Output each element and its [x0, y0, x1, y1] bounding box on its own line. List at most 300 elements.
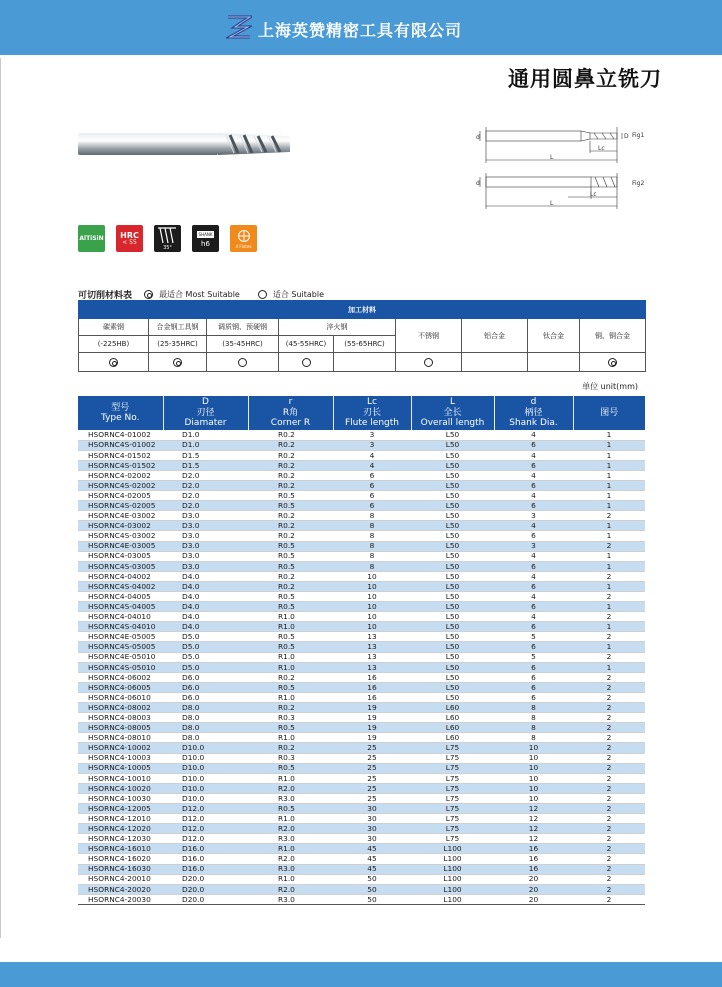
table-cell: HSORNC4-16010 [78, 844, 163, 854]
table-cell: 16 [333, 672, 411, 682]
spec-header-line: R角 [282, 407, 299, 418]
table-cell: 8 [333, 551, 411, 561]
spec-header-line: D [202, 397, 209, 408]
table-cell: D12.0 [163, 834, 248, 844]
spec-header-line: Corner R [270, 418, 311, 429]
table-cell: D1.5 [163, 460, 248, 470]
spec-header-line: Diamater [184, 418, 227, 429]
table-cell: D5.0 [163, 642, 248, 652]
table-cell: 16 [494, 854, 573, 864]
fig2-d-label: d [476, 180, 480, 187]
table-cell: R1.0 [248, 844, 333, 854]
table-cell: 2 [573, 511, 645, 521]
carbon-steel-range: (-225HB) [79, 336, 149, 353]
feature-badges [78, 225, 257, 252]
table-cell: 6 [494, 642, 573, 652]
table-cell: R2.0 [248, 783, 333, 793]
table-cell: 4 [333, 460, 411, 470]
table-cell: L50 [411, 602, 494, 612]
table-cell: 10 [494, 743, 573, 753]
table-cell: 2 [573, 803, 645, 813]
table-row [78, 541, 645, 551]
table-row [78, 692, 645, 702]
table-cell: 6 [494, 622, 573, 632]
table-cell: D2.0 [163, 491, 248, 501]
table-cell: 6 [494, 692, 573, 702]
flutes-icon [237, 229, 251, 243]
table-cell: L100 [411, 894, 494, 904]
table-row [78, 561, 645, 571]
table-cell: HSORNC4S-05005 [78, 642, 163, 652]
table-cell: 1 [573, 470, 645, 480]
table-cell: D4.0 [163, 612, 248, 622]
table-cell: L100 [411, 864, 494, 874]
table-cell: HSORNC4-12005 [78, 803, 163, 813]
most-suitable-icon [144, 290, 153, 299]
spec-header-line: Flute length [345, 418, 399, 429]
table-cell: HSORNC4-10003 [78, 753, 163, 763]
fig1-lc-label: Lc [598, 145, 605, 152]
table-cell: 30 [333, 834, 411, 844]
coating-badge [78, 225, 105, 252]
table-cell: HSORNC4E-03002 [78, 511, 163, 521]
table-cell: 2 [573, 753, 645, 763]
table-row [78, 470, 645, 480]
table-cell: HSORNC4E-05005 [78, 632, 163, 642]
table-cell: R0.2 [248, 480, 333, 490]
table-cell: R0.2 [248, 672, 333, 682]
table-cell: R0.5 [248, 501, 333, 511]
fig1-label: Fig1 [632, 132, 645, 139]
most-suitable-icon [173, 358, 182, 367]
table-cell: D10.0 [163, 753, 248, 763]
table-cell: 3 [333, 430, 411, 440]
table-cell: HSORNC4-20010 [78, 874, 163, 884]
table-cell: 12 [494, 814, 573, 824]
suitable-icon [258, 290, 267, 299]
table-cell: 2 [573, 783, 645, 793]
table-cell: 25 [333, 783, 411, 793]
suitability-cell [207, 353, 279, 372]
table-row [78, 662, 645, 672]
table-cell: D10.0 [163, 773, 248, 783]
table-cell: 2 [573, 884, 645, 894]
table-row [78, 652, 645, 662]
technical-drawing [472, 123, 662, 213]
table-cell: 10 [494, 783, 573, 793]
table-cell: R2.0 [248, 854, 333, 864]
table-cell: R1.0 [248, 773, 333, 783]
table-cell: R2.0 [248, 884, 333, 894]
table-cell: 6 [494, 682, 573, 692]
table-cell: R0.2 [248, 430, 333, 440]
suitability-cell [580, 353, 646, 372]
table-row [78, 602, 645, 612]
table-cell: L50 [411, 521, 494, 531]
table-cell: R0.5 [248, 682, 333, 692]
table-cell: 2 [573, 682, 645, 692]
table-cell: D3.0 [163, 561, 248, 571]
table-cell: L50 [411, 551, 494, 561]
shank-value: h6 [201, 240, 210, 248]
table-row [78, 814, 645, 824]
table-cell: 6 [494, 531, 573, 541]
table-cell: 1 [573, 531, 645, 541]
table-cell: 2 [573, 844, 645, 854]
table-cell: HSORNC4-10020 [78, 783, 163, 793]
table-cell: R0.3 [248, 753, 333, 763]
table-cell: 30 [333, 803, 411, 813]
table-cell: D6.0 [163, 692, 248, 702]
table-row [78, 743, 645, 753]
table-row [78, 854, 645, 864]
table-cell: R0.2 [248, 521, 333, 531]
table-cell: L50 [411, 632, 494, 642]
table-cell: 4 [494, 491, 573, 501]
spec-header-line: Lc [367, 397, 377, 408]
table-cell: 2 [573, 632, 645, 642]
table-cell: 8 [494, 723, 573, 733]
table-cell: R0.2 [248, 581, 333, 591]
fig1-l-label: L [550, 154, 554, 161]
fig1-d-label: d [476, 134, 480, 141]
table-cell: R3.0 [248, 864, 333, 874]
table-row [78, 622, 645, 632]
table-cell: D2.0 [163, 470, 248, 480]
table-cell: 25 [333, 763, 411, 773]
fig2-label: Fig2 [632, 180, 645, 187]
table-cell: HSORNC4-16030 [78, 864, 163, 874]
table-cell: 6 [494, 501, 573, 511]
table-cell: 1 [573, 561, 645, 571]
table-cell: D3.0 [163, 541, 248, 551]
table-cell: 10 [494, 753, 573, 763]
table-cell: 2 [573, 571, 645, 581]
table-cell: R0.5 [248, 723, 333, 733]
table-cell: HSORNC4-20030 [78, 894, 163, 904]
table-cell: D10.0 [163, 763, 248, 773]
most-suitable-icon [608, 358, 617, 367]
aluminum-alloy: 铝合金 [462, 319, 528, 353]
table-cell: L75 [411, 743, 494, 753]
spec-header-cell [333, 396, 411, 430]
table-cell: R0.2 [248, 470, 333, 480]
table-cell: L50 [411, 541, 494, 551]
spec-header-line: d [530, 397, 537, 408]
table-cell: L50 [411, 612, 494, 622]
table-cell: 10 [333, 571, 411, 581]
table-cell: 2 [573, 793, 645, 803]
table-cell: L50 [411, 571, 494, 581]
table-cell: L50 [411, 460, 494, 470]
table-cell: L75 [411, 803, 494, 813]
table-cell: D4.0 [163, 602, 248, 612]
table-cell: D3.0 [163, 551, 248, 561]
table-cell: HSORNC4S-03002 [78, 531, 163, 541]
suitability-cell [396, 353, 462, 372]
table-cell: HSORNC4S-03005 [78, 561, 163, 571]
end-mill-photo [78, 128, 292, 160]
table-cell: L50 [411, 682, 494, 692]
table-cell: 4 [494, 551, 573, 561]
table-cell: R1.0 [248, 622, 333, 632]
table-cell: HSORNC4-02002 [78, 470, 163, 480]
table-row [78, 753, 645, 763]
table-cell: D20.0 [163, 894, 248, 904]
table-row [78, 592, 645, 602]
table-cell: 6 [494, 662, 573, 672]
prehardened-steel: 调质钢、预硬钢 [207, 319, 279, 336]
table-cell: R3.0 [248, 834, 333, 844]
table-cell: R1.0 [248, 692, 333, 702]
table-cell: R0.5 [248, 491, 333, 501]
table-row [78, 733, 645, 743]
table-cell: 13 [333, 662, 411, 672]
suitability-cell [462, 353, 528, 372]
hrc-label: HRC [120, 230, 139, 240]
table-cell: L75 [411, 814, 494, 824]
table-cell: 2 [573, 733, 645, 743]
spec-header-cell [78, 396, 163, 430]
table-cell: HSORNC4-10002 [78, 743, 163, 753]
table-cell: 6 [494, 581, 573, 591]
spec-header-line: Overall length [420, 418, 485, 429]
table-cell: 2 [573, 894, 645, 904]
table-cell: L50 [411, 692, 494, 702]
table-cell: 2 [573, 763, 645, 773]
table-row [78, 491, 645, 501]
table-cell: HSORNC4E-03005 [78, 541, 163, 551]
table-cell: 1 [573, 501, 645, 511]
table-cell: D10.0 [163, 743, 248, 753]
hardened-steel: 淬火钢 [279, 319, 396, 336]
table-cell: D8.0 [163, 733, 248, 743]
table-cell: 1 [573, 430, 645, 440]
table-cell: D6.0 [163, 682, 248, 692]
table-row [78, 874, 645, 884]
table-cell: HSORNC4-12010 [78, 814, 163, 824]
suitability-cell [279, 353, 334, 372]
table-cell: HSORNC4-12030 [78, 834, 163, 844]
table-cell: 19 [333, 713, 411, 723]
table-cell: 6 [494, 561, 573, 571]
table-cell: 3 [494, 511, 573, 521]
table-cell: D2.0 [163, 501, 248, 511]
table-cell: HSORNC4-12020 [78, 824, 163, 834]
table-cell: L60 [411, 733, 494, 743]
table-cell: 1 [573, 450, 645, 460]
table-cell: R0.2 [248, 440, 333, 450]
table-cell: 1 [573, 581, 645, 591]
suitable-icon [424, 358, 433, 367]
table-cell: D20.0 [163, 884, 248, 894]
material-table [78, 300, 646, 372]
table-cell: HSORNC4-16020 [78, 854, 163, 864]
table-row [78, 632, 645, 642]
most-suitable-icon [109, 358, 118, 367]
helix-angle-value: 35° [163, 245, 172, 251]
table-row [78, 834, 645, 844]
table-cell: 12 [494, 803, 573, 813]
table-cell: D10.0 [163, 793, 248, 803]
table-cell: 6 [494, 480, 573, 490]
table-cell: D1.0 [163, 430, 248, 440]
table-cell: HSORNC4E-05010 [78, 652, 163, 662]
table-cell: 10 [333, 581, 411, 591]
table-cell: HSORNC4-10005 [78, 763, 163, 773]
table-cell: D16.0 [163, 844, 248, 854]
company-logo-icon [226, 14, 252, 40]
table-cell: 2 [573, 652, 645, 662]
spec-table [78, 396, 645, 905]
table-cell: R0.5 [248, 561, 333, 571]
table-row [78, 571, 645, 581]
table-row [78, 672, 645, 682]
table-cell: HSORNC4-08003 [78, 713, 163, 723]
table-cell: 2 [573, 723, 645, 733]
table-cell: D3.0 [163, 511, 248, 521]
table-cell: 13 [333, 642, 411, 652]
table-cell: 6 [333, 501, 411, 511]
table-row [78, 844, 645, 854]
table-cell: 13 [333, 632, 411, 642]
table-cell: 10 [333, 612, 411, 622]
table-cell: D8.0 [163, 713, 248, 723]
hardened-range-2: (55-65HRC) [334, 336, 396, 353]
table-cell: 2 [573, 713, 645, 723]
spec-table-body [78, 430, 645, 904]
table-cell: 1 [573, 440, 645, 450]
table-cell: 19 [333, 723, 411, 733]
table-cell: L60 [411, 723, 494, 733]
table-cell: 5 [494, 652, 573, 662]
table-cell: 10 [333, 622, 411, 632]
table-cell: 12 [494, 824, 573, 834]
spec-header-cell [411, 396, 494, 430]
table-cell: 1 [573, 491, 645, 501]
table-row [78, 551, 645, 561]
table-cell: L100 [411, 854, 494, 864]
table-cell: L50 [411, 581, 494, 591]
flutes-badge [230, 225, 257, 252]
suitability-cell [79, 353, 149, 372]
table-cell: 1 [573, 521, 645, 531]
table-row [78, 511, 645, 521]
table-cell: L75 [411, 753, 494, 763]
table-cell: D16.0 [163, 854, 248, 864]
table-cell: 25 [333, 773, 411, 783]
table-cell: HSORNC4S-02005 [78, 501, 163, 511]
table-cell: L50 [411, 652, 494, 662]
table-cell: D10.0 [163, 783, 248, 793]
table-cell: 6 [494, 460, 573, 470]
header-bar [0, 0, 722, 55]
table-cell: 1 [573, 642, 645, 652]
spec-header-line: 刃径 [196, 407, 215, 418]
most-suitable-label: 最适合 Most Suitable [159, 290, 240, 299]
table-cell: L75 [411, 763, 494, 773]
table-cell: R1.0 [248, 612, 333, 622]
table-cell: L100 [411, 884, 494, 894]
table-cell: R0.2 [248, 450, 333, 460]
suitable-icon [238, 358, 247, 367]
table-row [78, 713, 645, 723]
table-cell: 1 [573, 622, 645, 632]
spec-header-line: 柄径 [524, 407, 543, 418]
table-cell: D4.0 [163, 571, 248, 581]
table-cell: R2.0 [248, 824, 333, 834]
table-cell: HSORNC4S-01002 [78, 440, 163, 450]
page-edge-rule [0, 58, 1, 938]
table-cell: 25 [333, 753, 411, 763]
carbon-steel: 碳素钢 [79, 319, 149, 336]
table-cell: 6 [333, 480, 411, 490]
table-cell: 2 [573, 864, 645, 874]
table-cell: L50 [411, 501, 494, 511]
shank-label: SHANK [198, 232, 213, 237]
spec-header-cell [248, 396, 333, 430]
table-cell: 2 [573, 703, 645, 713]
table-cell: 25 [333, 743, 411, 753]
table-cell: L100 [411, 874, 494, 884]
table-cell: 2 [573, 814, 645, 824]
table-row [78, 783, 645, 793]
table-cell: 4 [494, 450, 573, 460]
table-cell: D6.0 [163, 672, 248, 682]
table-row [78, 581, 645, 591]
table-cell: 8 [494, 713, 573, 723]
table-row [78, 703, 645, 713]
suitable-label: 适合 Suitable [272, 290, 325, 299]
table-cell: 19 [333, 703, 411, 713]
table-cell: 8 [333, 531, 411, 541]
spec-header-cell [494, 396, 573, 430]
titanium-alloy: 钛合金 [528, 319, 580, 353]
table-cell: L60 [411, 703, 494, 713]
table-cell: 8 [333, 521, 411, 531]
table-cell: R0.2 [248, 511, 333, 521]
table-cell: HSORNC4-03002 [78, 521, 163, 531]
table-cell: L50 [411, 531, 494, 541]
table-cell: L75 [411, 824, 494, 834]
table-cell: HSORNC4-20020 [78, 884, 163, 894]
table-cell: 8 [333, 561, 411, 571]
spec-header-line: 图号 [600, 407, 619, 418]
table-cell: R0.5 [248, 803, 333, 813]
table-cell: D20.0 [163, 874, 248, 884]
table-cell: L75 [411, 834, 494, 844]
table-cell: D12.0 [163, 824, 248, 834]
table-cell: 1 [573, 662, 645, 672]
table-cell: HSORNC4S-05010 [78, 662, 163, 672]
spec-header-cell [573, 396, 645, 430]
table-row [78, 480, 645, 490]
table-cell: 4 [494, 430, 573, 440]
table-cell: 2 [573, 874, 645, 884]
table-cell: R1.0 [248, 652, 333, 662]
table-cell: HSORNC4-06010 [78, 692, 163, 702]
table-cell: 4 [494, 571, 573, 581]
table-cell: 20 [494, 874, 573, 884]
table-cell: HSORNC4-10010 [78, 773, 163, 783]
table-row [78, 723, 645, 733]
table-cell: 16 [333, 682, 411, 692]
table-row [78, 531, 645, 541]
table-cell: L75 [411, 793, 494, 803]
spec-header-line: 刃长 [362, 407, 381, 418]
table-cell: L100 [411, 844, 494, 854]
shank-badge [192, 225, 219, 252]
